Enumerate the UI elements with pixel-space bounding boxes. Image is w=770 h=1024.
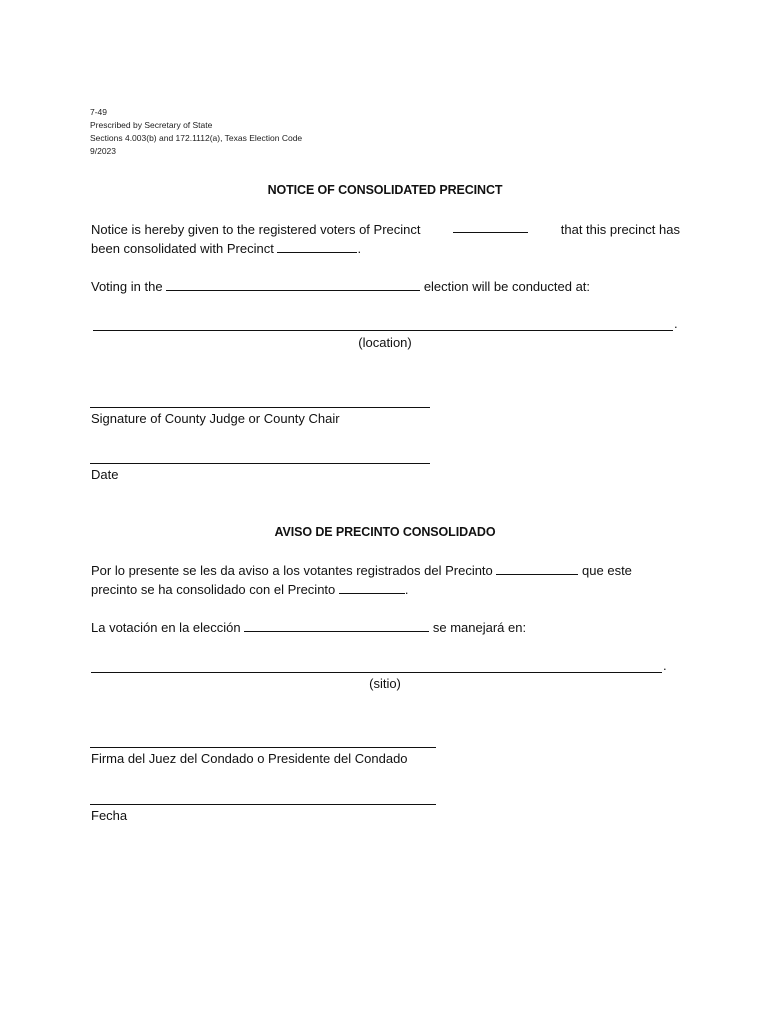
english-notice-text-3: been consolidated with Precinct [91,241,274,256]
fecha-line[interactable] [90,804,436,805]
consolidado-precinto-blank[interactable] [339,581,405,594]
spanish-voting-text-2: se manejará en: [432,620,527,635]
spanish-notice-paragraph [91,561,632,599]
english-voting-text-1: Voting in the [91,279,163,294]
sitio-caption: (sitio) [369,676,401,691]
spanish-notice-line-1 [91,561,632,580]
location-caption: (location) [358,335,412,350]
election-name-blank[interactable] [166,278,420,291]
period: . [404,582,409,597]
english-notice-text-2: that this precinct has [560,222,680,237]
sitio-line[interactable] [91,672,662,673]
english-title: NOTICE OF CONSOLIDATED PRECINCT [267,183,503,197]
english-voting-text-2: election will be conducted at: [423,279,591,294]
english-notice-line-2 [91,239,680,258]
form-date: 9/2023 [90,146,116,156]
location-period: . [674,316,678,331]
period: . [357,241,362,256]
spanish-notice-text-3: precinto se ha consolidado con el Precinto [91,582,336,597]
eleccion-name-blank[interactable] [244,619,429,632]
consolidated-precinct-blank[interactable] [277,240,357,253]
form-header [90,106,302,158]
english-notice-paragraph [91,220,680,258]
signature-line[interactable] [90,407,430,408]
spanish-notice-line-2 [91,580,632,599]
precinto-blank[interactable] [496,562,578,575]
precinct-blank[interactable] [453,220,528,233]
firma-label: Firma del Juez del Condado o Presidente del Condado [91,751,408,766]
fecha-label: Fecha [91,808,128,823]
firma-line[interactable] [90,747,436,748]
spanish-notice-text-2: que este [582,563,632,578]
english-notice-line-1 [91,220,680,239]
sitio-period: . [663,658,667,673]
code-sections: Sections 4.003(b) and 172.1112(a), Texas Election Code [90,133,303,143]
spanish-voting-text-1: La votación en la elección [91,620,241,635]
spanish-notice-text-1: Por lo presente se les da aviso a los votantes registrados del Precinto [91,563,493,578]
prescribed-by: Prescribed by Secretary of State [90,120,213,130]
signature-label: Signature of County Judge or County Chair [91,411,340,426]
location-line[interactable] [93,330,673,331]
english-voting-line [91,277,590,296]
spanish-voting-line [91,618,526,637]
english-notice-text-1: Notice is hereby given to the registered voters of Precinct [91,222,421,237]
form-number: 7-49 [90,107,108,117]
date-label: Date [91,467,119,482]
spanish-title: AVISO DE PRECINTO CONSOLIDADO [274,525,496,539]
date-line[interactable] [90,463,430,464]
